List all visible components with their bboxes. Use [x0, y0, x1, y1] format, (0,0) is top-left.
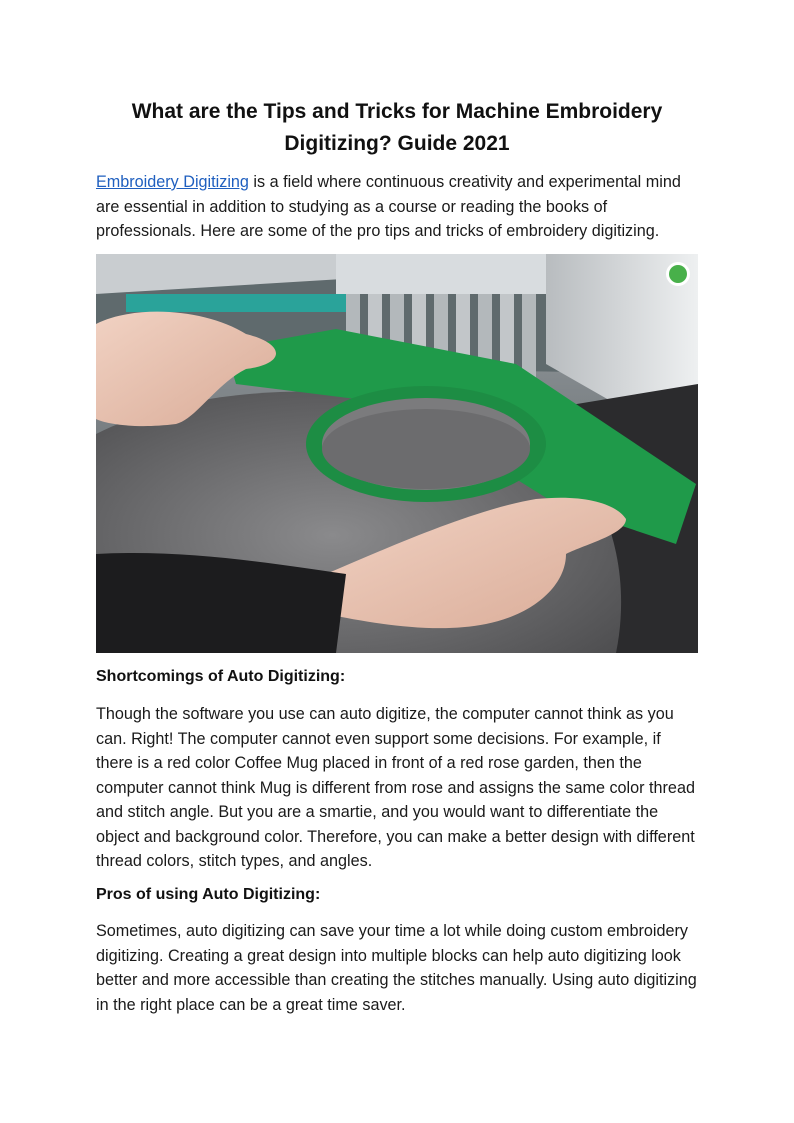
embroidery-machine-photo	[96, 254, 698, 653]
pros-text: Sometimes, auto digitizing can save your time a lot while doing custom embroidery digitizing. Creating a great design into multiple blocks can help auto digitizing look better and more accessible than creating the stitches manually. Using auto digitizing in the right place can be a great time saver.	[96, 922, 697, 1014]
section-body-shortcomings	[96, 702, 701, 874]
section-heading-shortcomings: Shortcomings of Auto Digitizing:	[96, 668, 346, 685]
teal-rail	[126, 294, 346, 312]
title-line-2: Digitizing? Guide 2021	[284, 132, 510, 155]
intro-paragraph	[96, 170, 701, 244]
shortcomings-text: Though the software you use can auto digitize, the computer cannot think as you can. Right! The computer cannot even support some decisions. For example, if there is a red color Coffee Mug placed in front of a red rose garden, then the computer cannot think Mug is different from rose and assigns the same color thread and stitch angle. But you are a smartie, and you would want to differentiate the object and background color. Therefore, you can make a better design with different thread colors, stitch types, and angles.	[96, 705, 695, 870]
embroidery-digitizing-link[interactable]: Embroidery Digitizing	[96, 173, 249, 191]
page-title	[96, 96, 698, 160]
section-heading-pros: Pros of using Auto Digitizing:	[96, 886, 321, 903]
photo-illustration	[96, 254, 698, 653]
intro-text: is a field where continuous creativity and experimental mind are essential in addition to studying as a course or reading the books of professionals. Here are some of the pro tips and tricks of embroidery digitizing.	[96, 173, 681, 240]
section-body-pros	[96, 919, 701, 1017]
title-line-1: What are the Tips and Tricks for Machine Embroidery	[131, 100, 663, 123]
brand-logo-icon	[669, 265, 687, 283]
